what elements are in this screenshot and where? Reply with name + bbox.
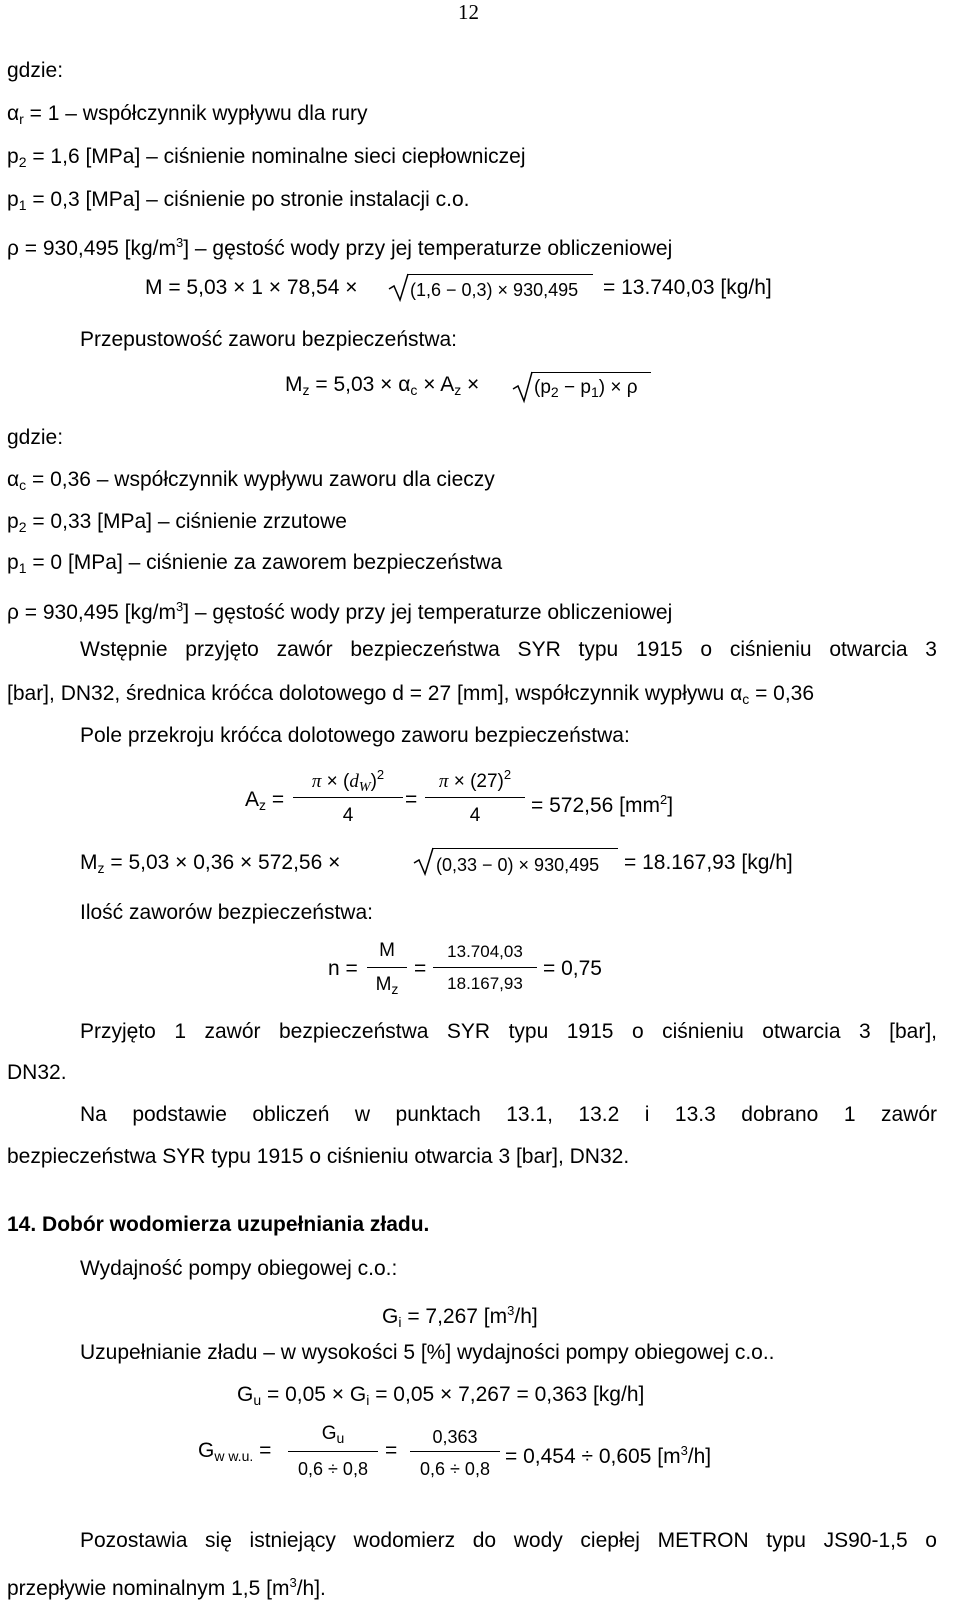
gi-formula: $G_i = 7,267$ $[m^3/h]$: [382, 1303, 538, 1330]
ilosc-heading: Ilość zaworów bezpieczeństwa:: [80, 901, 373, 924]
sqrt-bar-3: [432, 848, 618, 849]
rho-line-1: ρ = 930,495 $[kg/m^3]$ – gęstość wody przy jej temperaturze obliczeniowej: [7, 235, 673, 260]
formula-M-radicand: (1,6 − 0,3) × 930,495: [410, 280, 579, 300]
gww-label: $G_{w w.u.}$ =: [198, 1439, 272, 1464]
az-label: $A_z$ =: [245, 788, 285, 813]
n-eq: =: [414, 957, 427, 980]
az-frac1-num: $\pi \times (d_W)^2$: [311, 767, 385, 795]
na-podstawie-line-1: Na podstawie obliczeń w punktach 13.1, 13.2 i 13.3 dobrano 1 zawór: [80, 1103, 937, 1126]
gww-frac1-bar: [288, 1451, 378, 1452]
p1-line-1: $p_1 = 0,3$ [MPa] – ciśnienie po stronie instalacji c.o.: [7, 188, 470, 213]
az-frac1-den: 4: [342, 805, 354, 826]
gww-eq: =: [385, 1439, 398, 1462]
section-14-title: 14. Dobór wodomierza uzupełniania zładu.: [7, 1213, 430, 1236]
az-frac2-bar: [425, 797, 525, 798]
n-frac2-bar: [433, 967, 537, 968]
przepustowosc-heading: Przepustowość zaworu bezpieczeństwa:: [80, 328, 458, 351]
rho-line-2: ρ = 930,495 $[kg/m^3]$ – gęstość wody przy jej temperaturze obliczeniowej: [7, 599, 673, 624]
sqrt-sign-1: [388, 272, 410, 302]
gww-frac2-num: 0,363: [432, 1427, 478, 1447]
az-frac1-bar: [293, 797, 403, 798]
gww-result: = 0,454 ÷ 0,605 $[m^3/h]$: [505, 1443, 712, 1468]
n-label: n =: [328, 957, 358, 980]
przyjeto-line-2: DN32.: [7, 1061, 67, 1084]
sqrt-bar-2: [531, 372, 651, 373]
pozostawia-line-2: przepływie nominalnym 1,5 $[m^3/h]$.: [7, 1575, 326, 1600]
n-frac2-num: 13.704,03: [447, 942, 523, 961]
p2-line-2: $p_2 = 0,33$ [MPa] – ciśnienie zrzutowe: [7, 510, 347, 535]
gww-frac1-den: 0,6 ÷ 0,8: [298, 1459, 368, 1479]
az-eq: =: [405, 788, 418, 811]
n-frac1-bar: [367, 967, 407, 968]
paragraph-wstepnie-1: Wstępnie przyjęto zawór bezpieczeństwa SYR typu 1915 o ciśnieniu otwarcia 3: [80, 638, 937, 661]
pozostawia-line-1: Pozostawia się istniejący wodomierz do wody ciepłej METRON typu JS90-1,5 o: [80, 1529, 937, 1552]
formula-Mz: $M_z = 5,03 \times \alpha_c \times A_z$ ×: [285, 373, 480, 398]
uzupelnianie-line: Uzupełnianie zładu – w wysokości 5 [%] wydajności pompy obiegowej c.o..: [80, 1341, 775, 1364]
az-frac2-num: $\pi \times (27)^2$: [438, 767, 512, 792]
gww-frac2-den: 0,6 ÷ 0,8: [420, 1459, 490, 1479]
pole-heading: Pole przekroju króćca dolotowego zaworu bezpieczeństwa:: [80, 724, 630, 747]
sqrt-sign-2: [512, 370, 534, 404]
n-result: = 0,75: [543, 957, 602, 980]
formula-M-right: = 13.740,03 [kg/h]: [603, 276, 772, 299]
az-frac2-den: 4: [469, 805, 481, 826]
sqrt-bar-1: [407, 274, 593, 275]
n-frac1-num: M: [379, 940, 395, 961]
mz2-left: $M_z = 5,03 \times 0,36 \times 572,56$ ×: [80, 851, 341, 876]
alpha-r-line: $\alpha_r = 1$ – współczynnik wypływu dla rury: [7, 102, 368, 127]
formula-Mz-radicand: $(p_2 - p_1) \times \rho$: [534, 377, 638, 400]
gww-frac1-num: $G_u$: [321, 1423, 345, 1446]
n-frac2-den: 18.167,93: [447, 974, 523, 993]
p1-line-2: $p_1 = 0$ [MPa] – ciśnienie za zaworem bezpieczeństwa: [7, 551, 503, 576]
mz2-radicand: (0,33 − 0) × 930,495: [436, 855, 600, 875]
mz2-right: = 18.167,93 [kg/h]: [624, 851, 793, 874]
wydajnosc-heading: Wydajność pompy obiegowej c.o.:: [80, 1257, 398, 1280]
az-result: = 572,56 $[mm^2]$: [531, 792, 674, 817]
gu-formula: $G_u = 0,05 \times G_i = 0,05 \times 7,267 = 0,363$ [kg/h]: [237, 1383, 645, 1408]
p2-line-1: $p_2 = 1,6$ [MPa] – ciśnienie nominalne sieci ciepłowniczej: [7, 145, 526, 170]
formula-M-left: M = 5,03 × 1 × 78,54 ×: [145, 276, 358, 299]
gdzie-label-1: gdzie:: [7, 59, 64, 82]
gww-frac2-bar: [410, 1451, 500, 1452]
na-podstawie-line-2: bezpieczeństwa SYR typu 1915 o ciśnieniu otwarcia 3 [bar], DN32.: [7, 1145, 630, 1168]
przyjeto-line-1: Przyjęto 1 zawór bezpieczeństwa SYR typu 1915 o ciśnieniu otwarcia 3 [bar],: [80, 1020, 937, 1043]
paragraph-wstepnie-2: [bar], DN32, średnica króćca dolotowego d = 27 [mm], współczynnik wypływu $\alpha_c = 0,36$: [7, 682, 815, 707]
n-frac1-den: $M_z$: [375, 974, 399, 997]
sqrt-sign-3: [413, 846, 435, 876]
alpha-c-line: $\alpha_c = 0,36$ – współczynnik wypływu zaworu dla cieczy: [7, 468, 495, 493]
page-number: 12: [458, 0, 479, 24]
gdzie-label-2: gdzie:: [7, 426, 64, 449]
